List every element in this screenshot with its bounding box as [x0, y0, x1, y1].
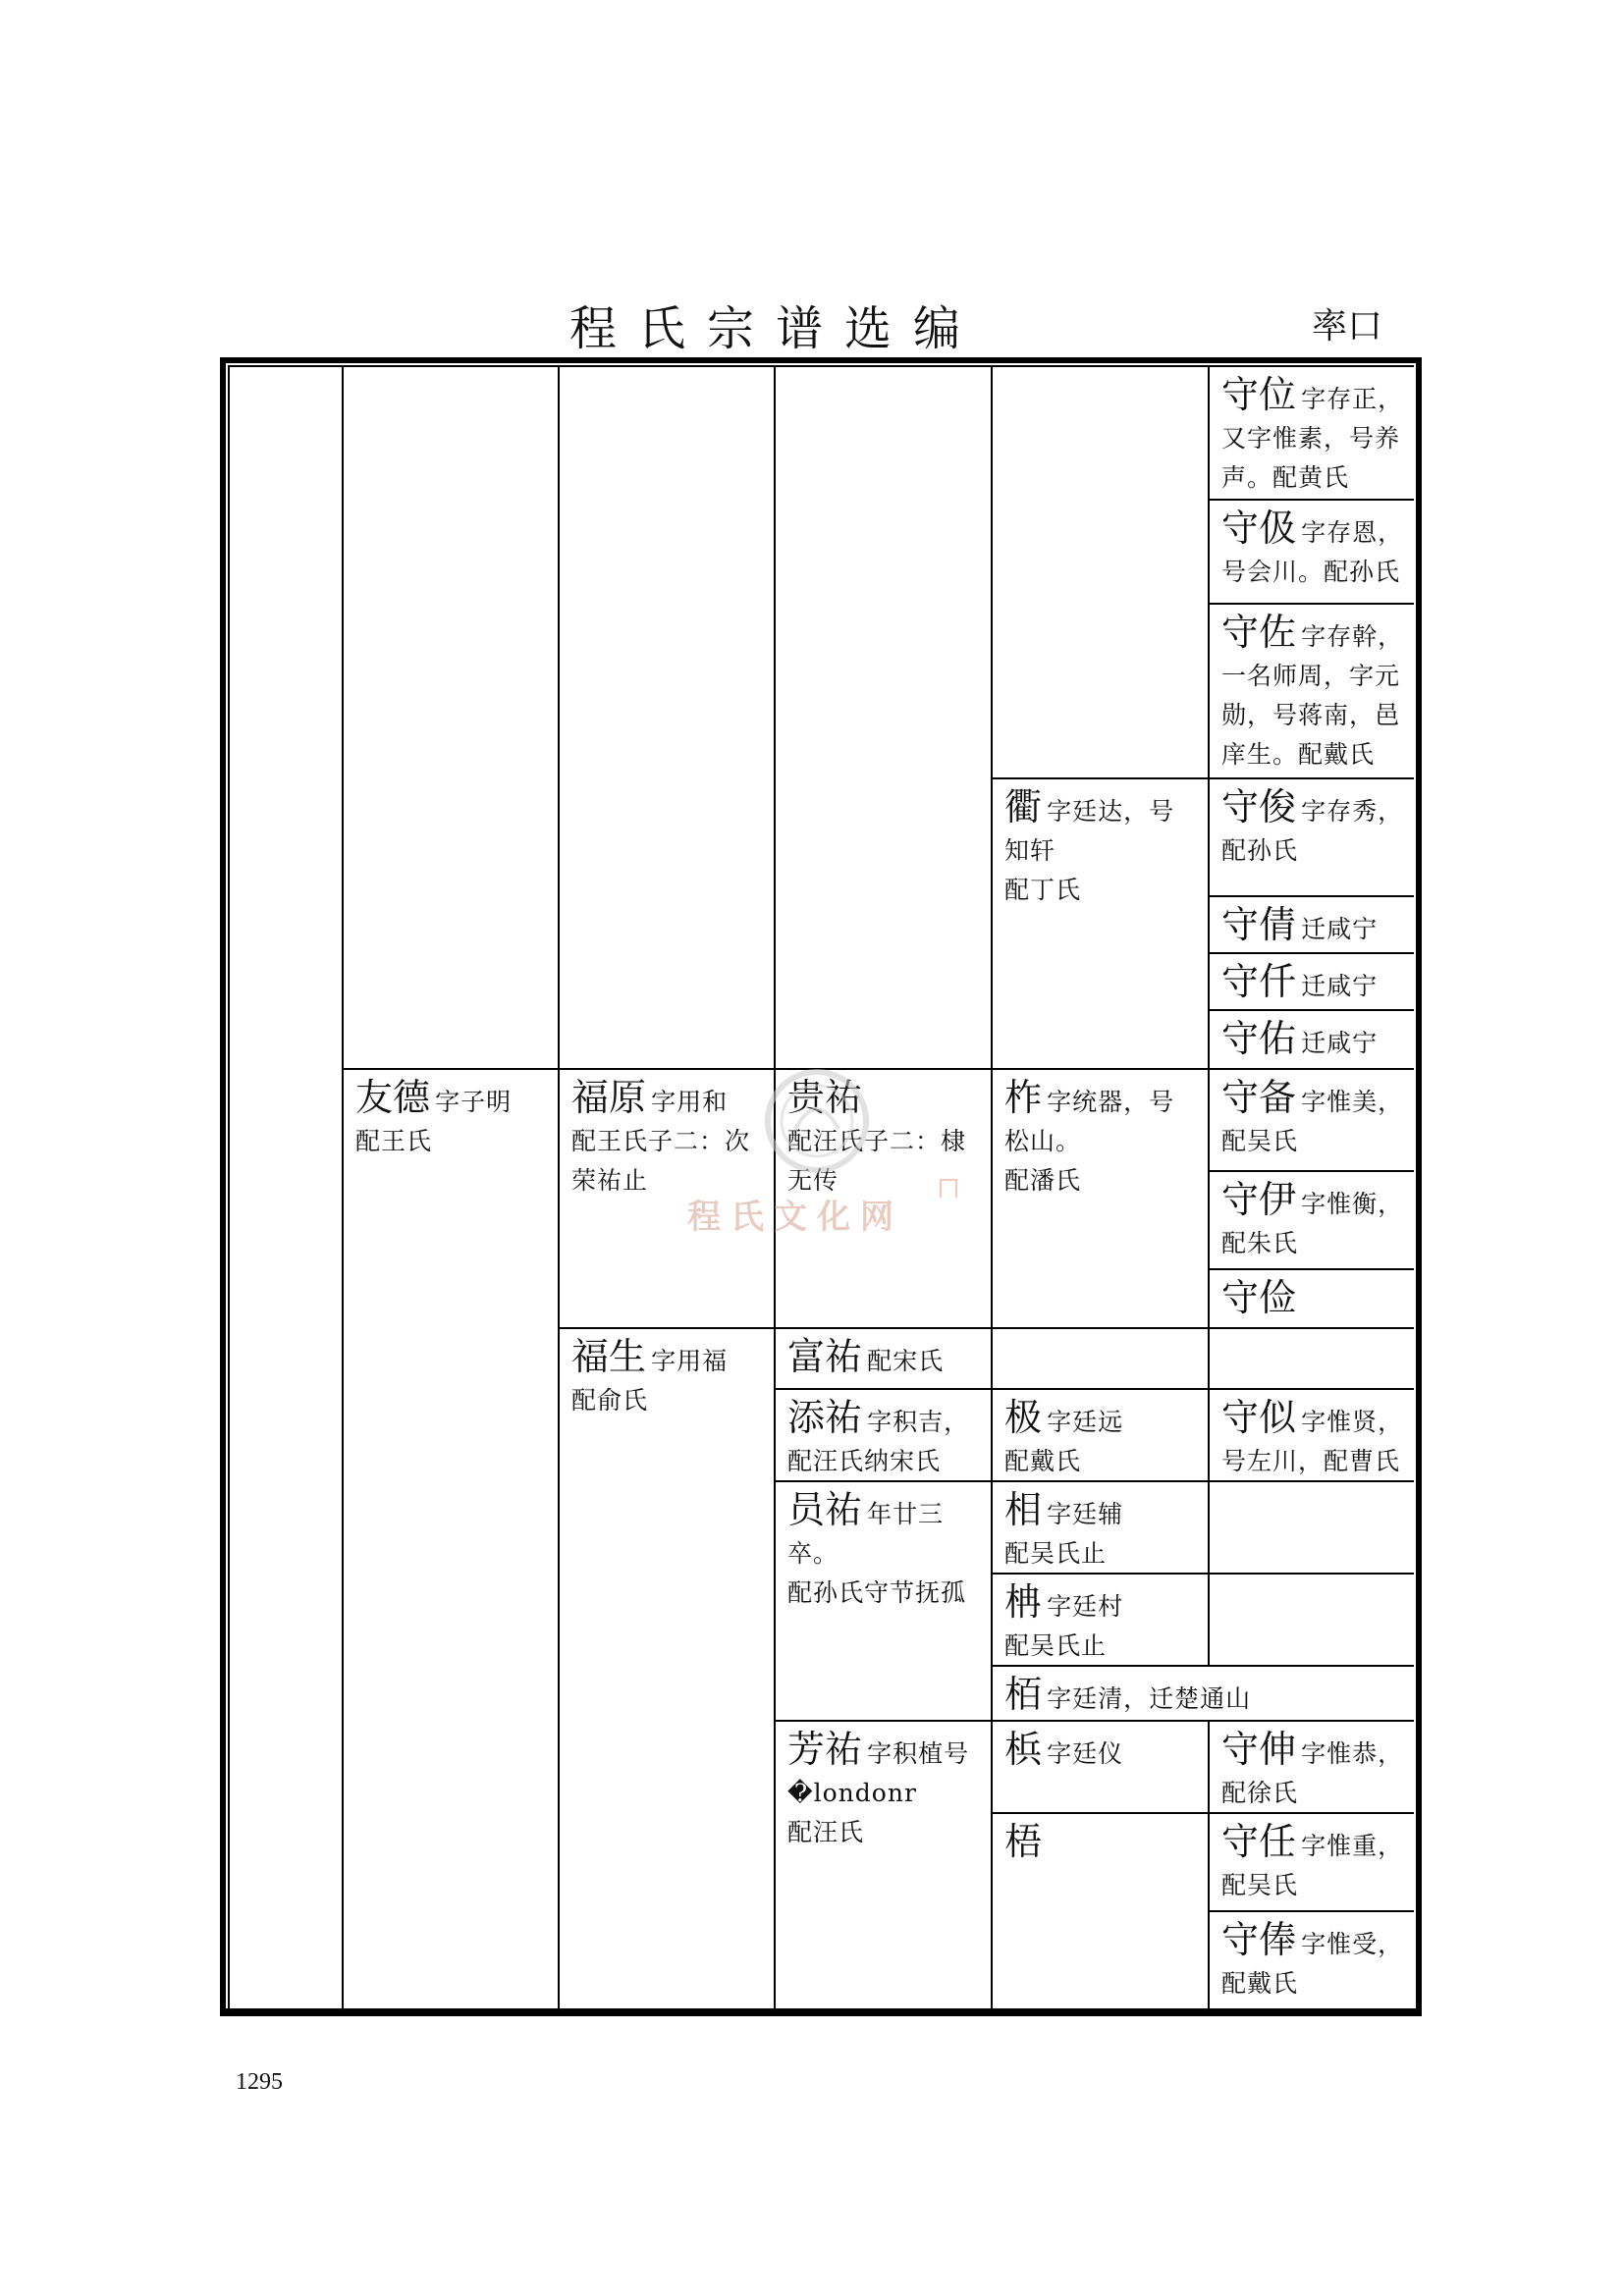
person-name: 守俊	[1221, 785, 1297, 828]
person-note: 字惟美，配吴氏	[1221, 1088, 1404, 1155]
empty-cell	[991, 365, 1208, 777]
person-name: 衢	[1004, 785, 1043, 828]
person-note: 配汪氏纳宋氏	[787, 1447, 942, 1475]
empty-cell	[228, 365, 342, 2008]
entry-yuanyou	[774, 1480, 991, 1720]
entry-shoushen	[1208, 1720, 1414, 1812]
person-note: 配王氏	[355, 1127, 433, 1155]
person-note: 字惟恭，配徐氏	[1221, 1739, 1404, 1807]
person-name: 添祐	[787, 1396, 863, 1439]
person-note: 字统器，号松山。	[1004, 1088, 1175, 1155]
person-note: 字廷村	[1047, 1592, 1124, 1621]
person-name: 守伊	[1221, 1178, 1297, 1221]
entry-fuyuan	[558, 1068, 774, 1327]
person-note: 字积植号�londonr	[787, 1739, 970, 1807]
entry-shouqian	[1208, 895, 1414, 952]
person-note: 配汪氏子二：棣无传	[787, 1127, 967, 1195]
entry-qu	[991, 777, 1208, 1068]
person-name: 柞	[1004, 1076, 1043, 1119]
person-name: 富祐	[787, 1335, 863, 1378]
person-name: 栢	[1004, 1673, 1043, 1716]
person-note: 字廷仪	[1047, 1739, 1124, 1768]
entry-guiyou	[774, 1068, 991, 1327]
empty-cell	[1208, 1327, 1414, 1388]
entry-shoubei	[1208, 1068, 1414, 1170]
empty-cell	[991, 1327, 1208, 1388]
person-note: 字用和	[651, 1088, 729, 1116]
person-note: 字廷辅	[1047, 1500, 1124, 1528]
entry-tianyou	[774, 1388, 991, 1480]
genealogy-table	[228, 365, 1414, 2008]
entry-ji	[991, 1388, 1208, 1480]
entry-shouwei	[1208, 365, 1414, 499]
entry-fangyou	[774, 1720, 991, 2008]
entry-wu	[991, 1812, 1208, 2008]
person-note: 字惟受，配戴氏	[1221, 1930, 1404, 1998]
person-name: 福原	[571, 1076, 647, 1119]
person-name: 守似	[1221, 1396, 1297, 1439]
empty-cell	[1208, 1573, 1414, 1665]
person-name: 贵祐	[787, 1076, 863, 1119]
person-note: 迁咸宁	[1301, 915, 1379, 943]
entry-shoujun	[1208, 777, 1414, 895]
entry-shouqian2	[1208, 952, 1414, 1009]
person-note: 字子明	[435, 1088, 513, 1116]
person-note: 字存秀，配孙氏	[1221, 797, 1404, 865]
watermark-text: 程氏文化网	[687, 1198, 903, 1237]
person-name: 员祐	[787, 1488, 863, 1531]
empty-cell	[558, 365, 774, 1068]
person-note: 字惟重，配吴氏	[1221, 1832, 1404, 1899]
entry-shouji	[1208, 499, 1414, 603]
person-name: 守倩	[1221, 903, 1297, 946]
person-note: 配俞氏	[571, 1386, 649, 1415]
entry-bin	[991, 1720, 1208, 1812]
person-note: 字廷远	[1047, 1408, 1124, 1436]
person-name: 友德	[355, 1076, 431, 1119]
person-note: 配宋氏	[867, 1347, 945, 1375]
page-title: 程氏宗谱选编	[568, 301, 982, 356]
person-name: 守俸	[1221, 1918, 1297, 1961]
person-note: 字存幹，一名师周，字元勋，号蒋南，邑庠生。配戴氏	[1221, 622, 1404, 769]
person-name: 柟	[1004, 1580, 1043, 1624]
person-note: 年廿三卒。	[787, 1500, 945, 1568]
person-note: 字惟贤，号左川，配曹氏	[1221, 1408, 1404, 1475]
person-note: 字用福	[651, 1347, 729, 1375]
person-note: 迁咸宁	[1301, 1029, 1379, 1057]
entry-shoujian	[1208, 1268, 1414, 1327]
entry-shouren	[1208, 1812, 1414, 1910]
empty-cell	[1208, 1480, 1414, 1573]
person-name: 守俭	[1221, 1276, 1297, 1319]
entry-shouzuo	[1208, 603, 1414, 777]
region-label: 率口	[1312, 306, 1383, 347]
entry-bai	[991, 1665, 1414, 1720]
entry-zuo	[991, 1068, 1208, 1327]
entry-shousi	[1208, 1388, 1414, 1480]
entry-shoufeng	[1208, 1910, 1414, 2008]
person-name: 守位	[1221, 373, 1297, 416]
person-note: 配王氏子二：次荣祐止	[571, 1127, 751, 1195]
person-note: 配吴氏止	[1004, 1631, 1108, 1660]
person-name: 守任	[1221, 1820, 1297, 1863]
person-name: 守仟	[1221, 960, 1297, 1003]
person-note: 字存正，又字惟素，号养声。配黄氏	[1221, 385, 1404, 492]
person-name: 守伸	[1221, 1728, 1297, 1771]
person-name: 相	[1004, 1488, 1043, 1531]
empty-cell	[342, 365, 558, 1068]
person-name: 梧	[1004, 1820, 1043, 1863]
person-name: 芳祐	[787, 1728, 863, 1771]
entry-shouyi	[1208, 1170, 1414, 1268]
person-note: 字惟衡，配朱氏	[1221, 1190, 1404, 1257]
person-note: 配孙氏守节抚孤	[787, 1578, 967, 1607]
entry-youde	[342, 1068, 558, 2008]
person-note: 配汪氏	[787, 1818, 865, 1846]
person-name: 守佐	[1221, 611, 1297, 654]
person-name: 守伋	[1221, 507, 1297, 550]
person-name: 福生	[571, 1335, 647, 1378]
person-name: 梹	[1004, 1728, 1043, 1771]
empty-cell	[774, 365, 991, 1068]
person-note: 字积吉，	[867, 1408, 970, 1436]
page-number: 1295	[236, 2069, 283, 2095]
person-note: 配丁氏	[1004, 876, 1082, 904]
person-note: 字廷清，迁楚通山	[1047, 1684, 1252, 1713]
person-note: 迁咸宁	[1301, 972, 1379, 1000]
entry-fuyou	[774, 1327, 991, 1388]
person-note: 字存恩，号会川。配孙氏	[1221, 518, 1404, 586]
person-name: 守佑	[1221, 1017, 1297, 1060]
entry-fusheng	[558, 1327, 774, 2008]
person-note: 配戴氏	[1004, 1447, 1082, 1475]
person-name: 守备	[1221, 1076, 1297, 1119]
person-note: 配潘氏	[1004, 1166, 1082, 1195]
person-note: 配吴氏止	[1004, 1539, 1108, 1568]
entry-ran	[991, 1573, 1208, 1665]
person-name: 极	[1004, 1396, 1043, 1439]
entry-shouyou	[1208, 1009, 1414, 1068]
entry-xiang	[991, 1480, 1208, 1573]
person-note: 字廷达，号知轩	[1004, 797, 1175, 865]
